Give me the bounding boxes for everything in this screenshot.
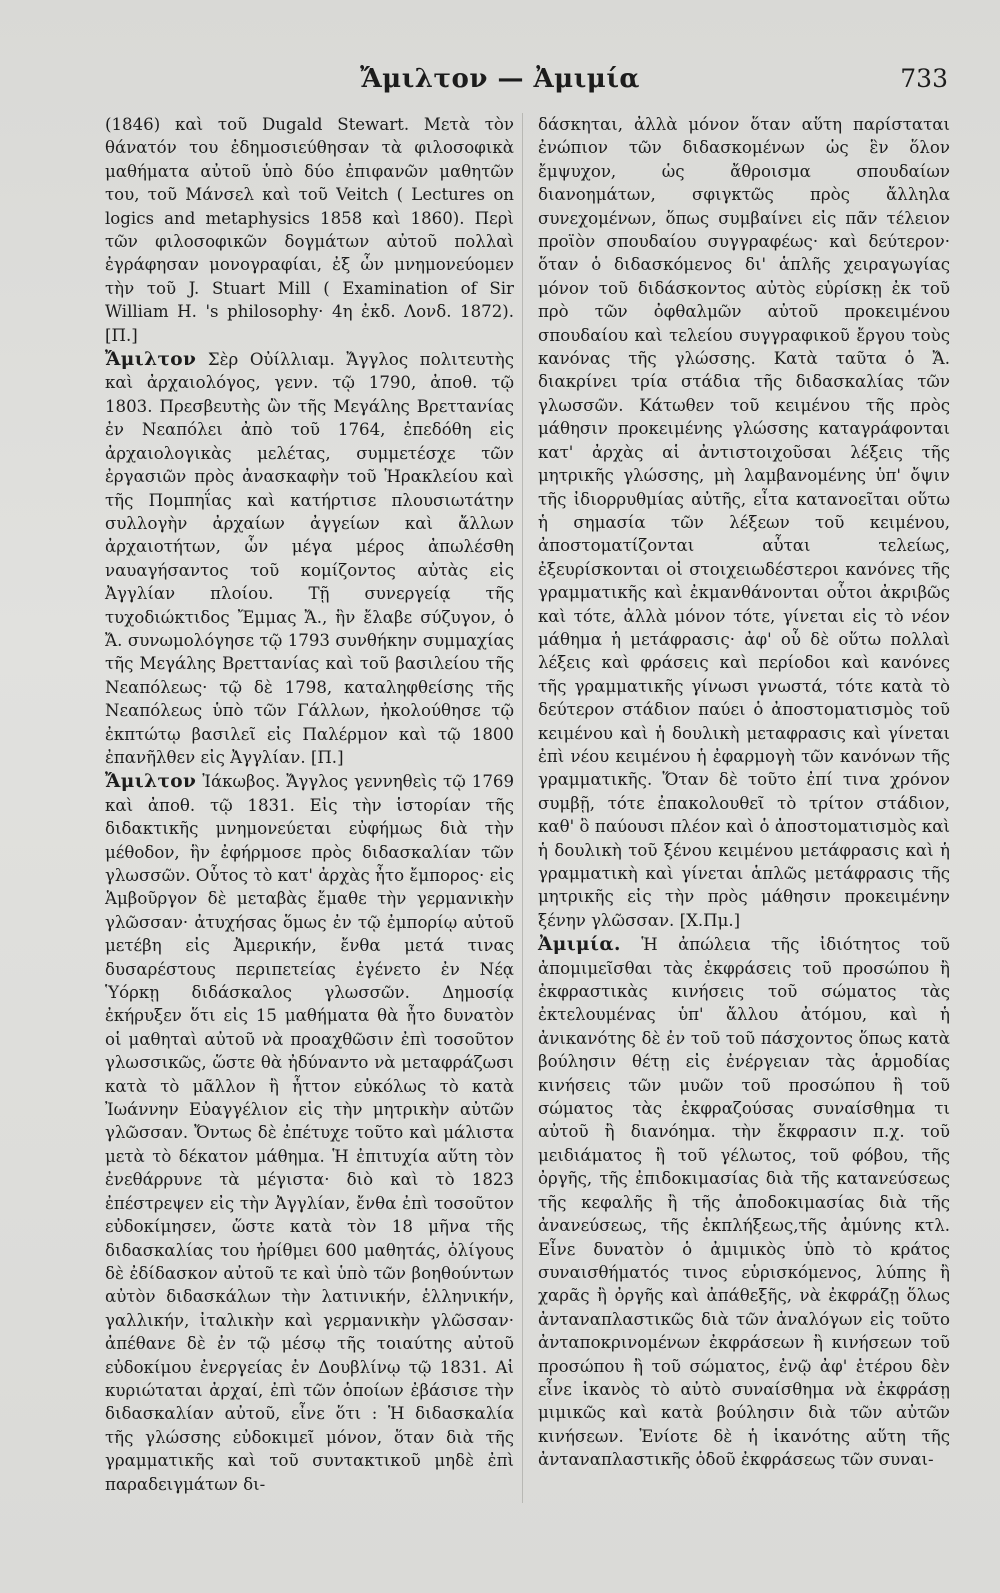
entry-hamilton-william	[105, 348, 514, 769]
left-column	[105, 113, 514, 1496]
right-column	[538, 113, 950, 1472]
entry-headword: Ἀμιμία.	[538, 934, 621, 956]
continued-paragraph: δάσκηται, ἀλλὰ μόνον ὅταν αὕτη παρίσταται ἐνώπιον τῶν διδασκομένων ὡς ἓν ὅλον ἔμψυχον, ὡς ἄθροισμα σπουδαίων διανοημάτων, σφιγκτῶς πρὸς ἄλληλα συνεχομένων, ὅπως συμβαίνει εἰς πᾶν τέλειον προϊὸν σπουδαίου συγγραφέως· καὶ δεύτερον· ὅταν ὁ διδασκόμενος δι' ἁπλῆς χειραγωγίας μόνον τοῦ διδάσκοντος αὐτὸς εὑρίσκῃ ἐκ τοῦ πρὸ τῶν ὀφθαλμῶν αὐτοῦ προκειμένου σπουδαίου καὶ τελείου συγγραφικοῦ ἔργου τοὺς κανόνας τῆς γλώσσης. Κατὰ ταῦτα ὁ Ἄ. διακρίνει τρία στάδια τῆς διδασκαλίας τῶν γλωσσῶν. Κάτωθεν τοῦ κειμένου τῆς πρὸς μάθησιν προκειμένης γλώσσης καταγράφονται κατ' ἀρχὰς αἱ ἀντιστοιχοῦσαι λέξεις τῆς μητρικῆς γλώσσης, μὴ λαμβανομένης ὑπ' ὄψιν τῆς ἰδιορρυθμίας αὐτῆς, εἶτα κατανοεῖται οὕτω ἡ σημασία τῶν λέξεων τοῦ κειμένου, ἀποστοματίζονται αὗται τελείως, ἐξευρίσκονται οἱ στοιχειωδέστεροι κανόνες τῆς γραμματικῆς καὶ ἐκμανθάνονται οὗτοι ἀκριβῶς καὶ τότε, ἀλλὰ μόνον τότε, γίνεται εἰς τὸ νέον μάθημα ἡ μετάφρασις· ἀφ' οὗ δὲ οὕτω πολλαὶ λέξεις καὶ φράσεις καὶ περίοδοι καὶ κανόνες τῆς γραμματικῆς γίνωσι γνωστά, τότε κατὰ τὸ δεύτερον στάδιον παύει ὁ ἀποστοματισμὸς τοῦ κειμένου καὶ ἡ δουλικὴ μεταφρασις καὶ γίνεται ἐπὶ νέου κειμένου ἡ ἐφαρμογὴ τῶν κανόνων τῆς γραμματικῆς. Ὅταν δὲ τοῦτο ἐπί τινα χρόνον συμβῇ, τότε ἐπακολουθεῖ τὸ τρίτον στάδιον, καθ' ὃ παύουσι πλέον καὶ ὁ ἀποστοματισμὸς καὶ ἡ δουλικὴ τοῦ ξένου κειμένου μετάφρασις καὶ ἡ γραμματικὴ καὶ γίνεται ἁπλῶς μετάφρασις τῆς μητρικῆς εἰς τὴν πρὸς μάθησιν προκειμένην ξένην γλῶσσαν. [Χ.Πμ.]	[538, 115, 950, 930]
running-title: Ἄμιλτον — Ἀμιμία	[360, 64, 640, 94]
entry-body: Σὲρ Οὐίλλιαμ. Ἄγγλος πολιτευτὴς καὶ ἀρχαιολόγος, γενν. τῷ 1790, ἀποθ. τῷ 1803. Πρεσβευτὴς ὢν τῆς Μεγάλης Βρεττανίας ἐν Νεαπόλει ἀπὸ τοῦ 1764, ἐπεδόθη εἰς ἀρχαιολογικὰς μελέτας, συμμετέσχε τῶν ἐργασιῶν πρὸς ἀνασκαφὴν τοῦ Ἡρακλείου καὶ τῆς Πομπηΐας καὶ κατήρτισε πλουσιωτάτην συλλογὴν ἀρχαίων ἀγγείων καὶ ἄλλων ἀρχαιοτήτων, ὧν μέγα μέρος ἀπωλέσθη ναυαγήσαντος τοῦ κομίζοντος αὐτὰς εἰς Ἀγγλίαν πλοίου. Τῇ συνεργείᾳ τῆς τυχοδιώκτιδος Ἔμμας Ἄ., ἣν ἔλαβε σύζυγον, ὁ Ἄ. συνωμολόγησε τῷ 1793 συνθήκην συμμαχίας τῆς Μεγάλης Βρεττανίας καὶ τοῦ βασιλείου τῆς Νεαπόλεως· τῷ δὲ 1798, καταληφθείσης τῆς Νεαπόλεως ὑπὸ τῶν Γάλλων, ἠκολούθησε τῷ ἐκπτώτῳ βασιλεῖ εἰς Παλέρμον καὶ τῷ 1800 ἐπανῆλθεν εἰς Ἀγγλίαν. [Π.]	[105, 350, 514, 767]
entry-headword: Ἄμιλτον	[105, 771, 197, 793]
entry-body: Ἡ ἀπώλεια τῆς ἰδιότητος τοῦ ἀπομιμεῖσθαι τὰς ἐκφράσεις τοῦ προσώπου ἢ ἐκφραστικὰς κινήσεις τοῦ σώματος τὰς ἐκτελουμένας ὑπ' ἄλλου ἀτόμου, καὶ ἡ ἀνικανότης δὲ ἐν τοῦ τοῦ πάσχοντος ὅπως κατὰ βούλησιν θέτῃ εἰς ἐνέργειαν τὰς ἁρμοδίας κινήσεις τῶν μυῶν τοῦ προσώπου ἢ τοῦ σώματος τὰς ἐκφραζούσας συναίσθημα τι αὐτοῦ ἢ διανόημα. τὴν ἔκφρασιν π.χ. τοῦ μειδιάματος ἢ τοῦ γέλωτος, τοῦ φόβου, τῆς ὀργῆς, τῆς ἐπιδοκιμασίας διὰ τῆς κατανεύσεως τῆς κεφαλῆς ἢ τῆς ἀποδοκιμασίας διὰ τῆς ἀνανεύσεως, τῆς ἐκπλήξεως,τῆς ἀμύνης κτλ. Εἶνε δυνατὸν ὁ ἀμιμικὸς ὑπὸ τὸ κράτος συναισθήματός τινος εὑρισκόμενος, λύπης ἢ χαρᾶς ἢ ὀργῆς καὶ ἀπάθεξῆς, νὰ ἐκφράζῃ ὅλως ἀνταναπλαστικῶς διὰ τῶν ἀναλόγων εἰς τοῦτο ἀνταποκρινομένων ἐκφράσεων ἢ κινήσεων τοῦ προσώπου ἢ τοῦ σώματος, ἐνῷ ἀφ' ἑτέρου δὲν εἶνε ἱκανὸς τὸ αὐτὸ συναίσθημα νὰ ἐκφράσῃ μιμικῶς καὶ κατὰ βούλησιν διὰ τῶν αὐτῶν κινήσεων. Ἐνίοτε δὲ ἡ ἱκανότης αὕτη τῆς ἀνταναπλαστικῆς ὁδοῦ ἐκφράσεως τῶν συναι-	[538, 935, 950, 1470]
entry-headword: Ἄμιλτον	[105, 349, 197, 371]
column-divider	[522, 113, 523, 1503]
entry-hamilton-james	[105, 770, 514, 1496]
running-head	[0, 60, 1000, 100]
page-number: 733	[900, 64, 948, 93]
entry-amimia	[538, 933, 950, 1471]
entry-body: Ἰάκωβος. Ἄγγλος γεννηθεὶς τῷ 1769 καὶ ἀποθ. τῷ 1831. Εἰς τὴν ἱστορίαν τῆς διδακτικῆς μνημονεύεται εὐφήμως διὰ τὴν μέθοδον, ἣν ἐφήρμοσε πρὸς διδασκαλίαν τῶν γλωσσῶν. Οὗτος τὸ κατ' ἀρχὰς ἦτο ἔμπορος· εἰς Ἁμβοῦργον δὲ μεταβὰς ἔμαθε τὴν γερμανικὴν γλῶσσαν· ἀτυχήσας ὅμως ἐν τῷ ἐμπορίῳ αὐτοῦ μετέβη εἰς Ἀμερικήν, ἔνθα μετά τινας δυσαρέστους περιπετείας ἐγένετο ἐν Νέᾳ Ὑόρκῃ διδάσκαλος γλωσσῶν. Δημοσίᾳ ἐκήρυξεν ὅτι εἰς 15 μαθήματα θὰ ἦτο δυνατὸν οἱ μαθηταὶ αὐτοῦ νὰ προαχθῶσιν ἐπὶ τοσοῦτον γλωσσικῶς, ὥστε θὰ ἠδύναντο νὰ μεταφράζωσι κατὰ τὸ μᾶλλον ἢ ἧττον εὐκόλως τὸ κατὰ Ἰωάννην Εὐαγγέλιον εἰς τὴν μητρικὴν αὐτῶν γλῶσσαν. Ὄντως δὲ ἐπέτυχε τοῦτο καὶ μάλιστα μετὰ τὸ δέκατον μάθημα. Ἡ ἐπιτυχία αὕτη τὸν ἐνεθάρρυνε τὰ μέγιστα· διὸ καὶ τὸ 1823 ἐπέστρεψεν εἰς τὴν Ἀγγλίαν, ἔνθα ἐπὶ τοσοῦτον εὐδοκίμησεν, ὥστε κατὰ τὸν 18 μῆνα τῆς διδασκαλίας του ἠρίθμει 600 μαθητάς, ὀλίγους δὲ ἐδίδασκον αὐτοῦ τε καὶ ὑπὸ τῶν βοηθούντων αὐτὸν διδασκάλων τὴν λατινικήν, ἑλληνικήν, γαλλικήν, ἰταλικὴν καὶ γερμανικὴν γλῶσσαν· ἀπέθανε δὲ ἐν τῷ μέσῳ τῆς τοιαύτης αὐτοῦ εὐδοκίμου ἐνεργείας ἐν Δουβλίνῳ τῷ 1831. Αἱ κυριώταται ἀρχαί, ἐπὶ τῶν ὁποίων ἐβάσισε τὴν διδασκαλίαν αὐτοῦ, εἶνε ὅτι : Ἡ διδασκαλία τῆς γλώσσης εὐδοκιμεῖ μόνον, ὅταν διὰ τῆς γραμματικῆς καὶ τοῦ συντακτικοῦ μηδὲ ἐπὶ παραδειγμάτων δι-	[105, 772, 515, 1494]
continued-paragraph: (1846) καὶ τοῦ Dugald Stewart. Μετὰ τὸν θάνατόν του ἐδημοσιεύθησαν τὰ φιλοσοφικὰ μαθήματα αὐτοῦ ὑπὸ δύο ἐπιφανῶν μαθητῶν του, τοῦ Μάνσελ καὶ τοῦ Veitch ( Lectures on logics and metaphysics 1858 καὶ 1860). Περὶ τῶν φιλοσοφικῶν δογμάτων αὐτοῦ πολλαὶ ἐγράφησαν μονογραφίαι, ἐξ ὧν μνημονεύομεν τὴν τοῦ J. Stuart Mill ( Examination of Sir William H. 's philosophy· 4η ἐκδ. Λονδ. 1872). [Π.]	[105, 115, 514, 345]
